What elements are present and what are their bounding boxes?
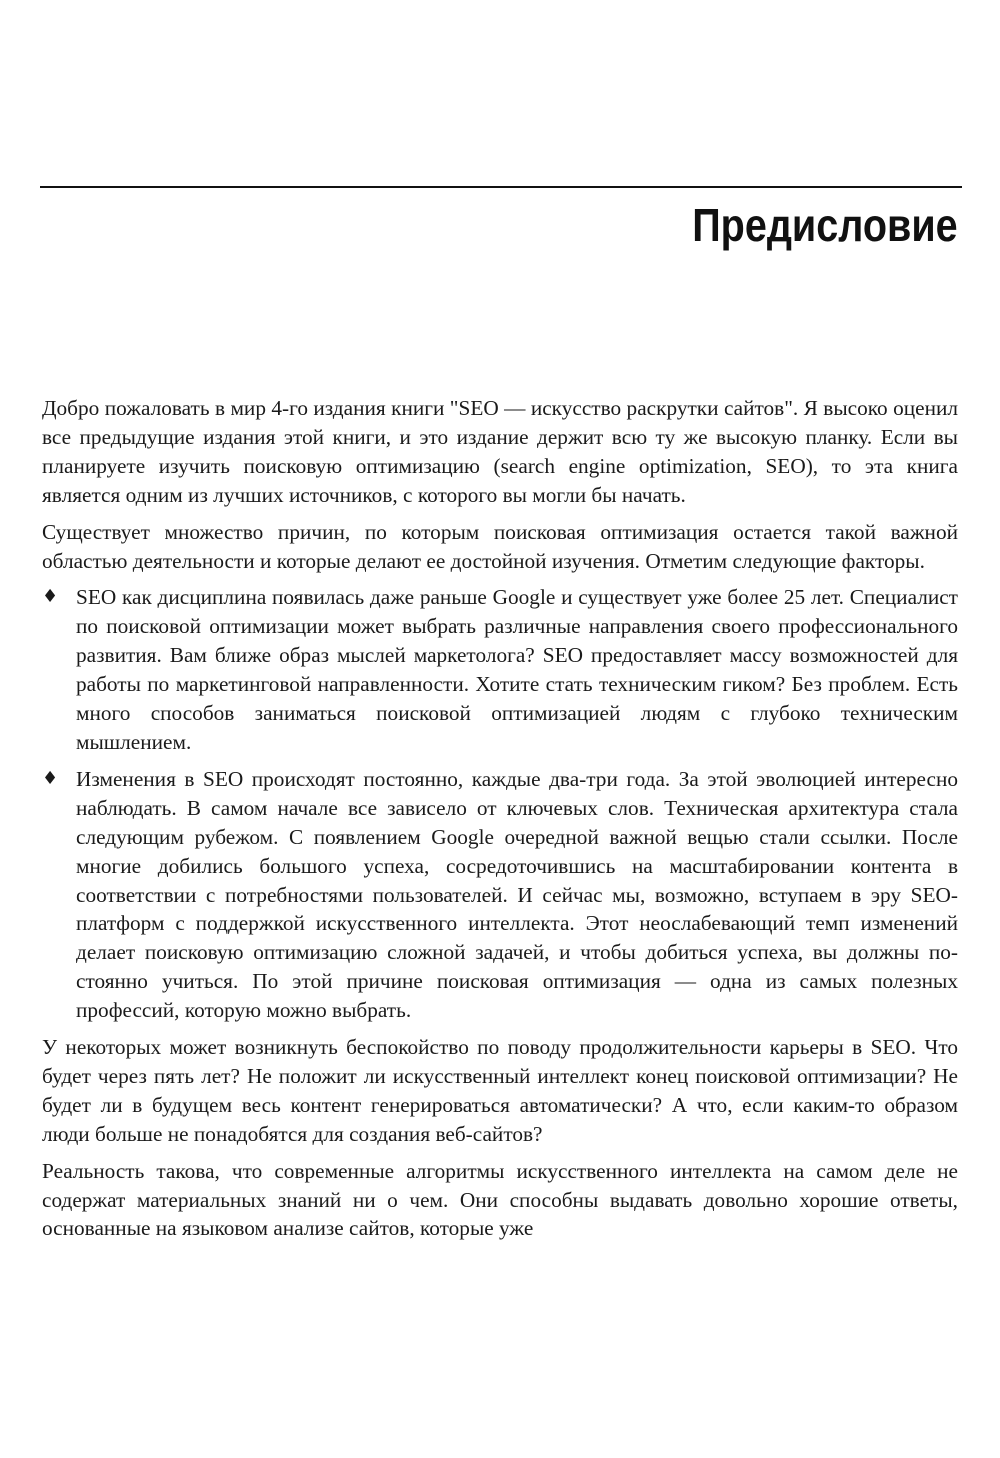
factors-list (42, 583, 958, 1025)
paragraph-reasons: Существует множество причин, по которым поисковая оптимизация остается такой важной областью деятельности и которые делают ее достойной изучения. Отметим следующие факторы. (42, 519, 958, 573)
list-item-text: SEO как дисциплина появилась даже раньше Google и существует уже более 25 лет. Специалист по поисковой оптимизации может выбрать различные направления своего профессионального развития. Вам ближе образ мыслей маркетолога? SEO предоставляет массу возможностей для работы по маркетинговой направленности. Хотите стать техническим гиком? Без проблем. Есть много способов заниматься поисковой оптимизацией людям с глубоко техническим мышлением. (76, 585, 958, 754)
list-item (42, 765, 958, 1025)
list-item (42, 583, 958, 756)
paragraph-career-concerns: У некоторых может возникнуть беспокойство по поводу продолжительности карьеры в SEO. Что будет через пять лет? Не положит ли искусственный интеллект конец поисковой оптимизации? Не будет ли в будущем весь контент генерироваться автоматически? А что, если каким-то образом люди больше не понадобятся для создания веб-сайтов? (42, 1035, 958, 1146)
diamond-bullet-icon: ♦ (42, 586, 59, 608)
diamond-bullet-icon: ♦ (42, 767, 59, 789)
chapter-title: Предисловие (692, 199, 958, 251)
chapter-divider (40, 186, 962, 188)
paragraph-welcome: Добро пожаловать в мир 4-го издания книги "SEO — искусство раскрутки сайтов". Я высоко оценил все предыдущие издания этой книги, и это издание держит всю ту же высокую планку. Если вы планируете изучить поисковую оптимизацию (search engine optimization, SEO), то эта книга является одним из лучших источников, с которого вы могли бы начать. (42, 396, 958, 507)
list-item-text: Изменения в SEO происходят постоянно, каждые два-три года. За этой эволюцией интересно наблюдать. В самом начале все зависело от ключевых слов. Техническая архитектура стала следующим рубежом. С появлением Google очередной важной вещью стали ссылки. После многие добились большого успеха, сосредоточившись на масштабировании контента в соответствии с потребностями пользователей. И сейчас мы, возможно, вступаем в эру SEO-платформ с поддержкой искусственного интеллекта. Этот неослабевающий темп изменений делает поисковую оптимизацию сложной задачей, и чтобы добиться успеха, вы должны постоянно учиться. По этой причине поисковая оптимизация — одна из самых полезных профессий, которую можно выбрать. (76, 766, 958, 1023)
preface-body (42, 394, 958, 1251)
paragraph-ai-reality: Реальность такова, что современные алгоритмы искусственного интеллекта на самом деле не содержат материальных знаний ни о чем. Они способны выдавать довольно хорошие ответы, основанные на языковом анализе сайтов, которые уже (42, 1158, 958, 1241)
